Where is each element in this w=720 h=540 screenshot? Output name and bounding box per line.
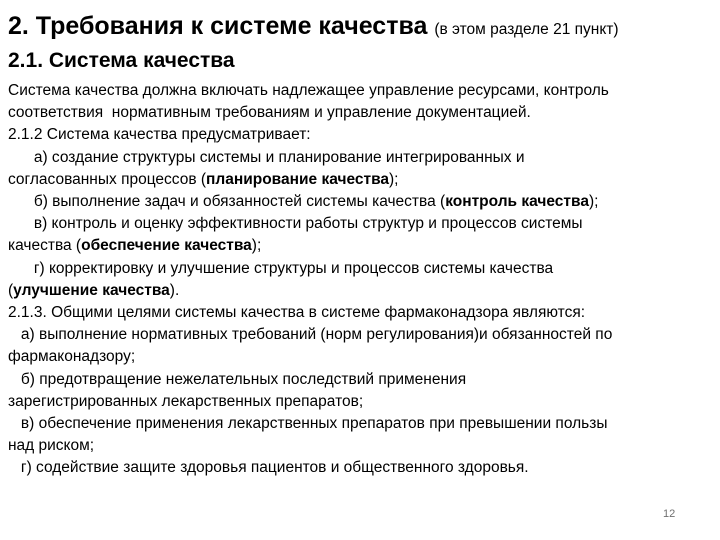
text-run: б) предотвращение нежелательных последствий применения xyxy=(8,370,467,388)
text-line xyxy=(8,169,715,191)
text-line xyxy=(8,280,715,302)
text-run: ); xyxy=(588,193,599,211)
text-line xyxy=(8,213,715,235)
text-run: 2.1.3. Общими целями системы качества в системе фармаконадзора являются: xyxy=(8,304,586,322)
section-subtitle: 2.1. Система качества xyxy=(8,49,235,72)
page-number: 12 xyxy=(663,508,676,520)
text-line xyxy=(8,391,715,413)
text-line xyxy=(8,80,715,102)
text-line xyxy=(8,258,715,280)
text-line xyxy=(8,346,715,368)
text-run: в) контроль и оценку эффективности работы структур и процессов системы xyxy=(8,215,583,233)
text-line xyxy=(8,457,715,479)
text-run: согласованных процессов ( xyxy=(8,170,207,188)
text-run: ); xyxy=(251,237,262,255)
text-run: фармаконадзору; xyxy=(8,348,136,366)
text-run: г) корректировку и улучшение структуры и процессов системы качества xyxy=(8,259,554,277)
text-line xyxy=(8,235,715,257)
text-run: над риском; xyxy=(8,437,95,455)
text-line xyxy=(8,302,715,324)
text-line xyxy=(8,147,715,169)
slide-title xyxy=(8,9,720,47)
text-line xyxy=(8,102,715,124)
title-text: 2. Требования к системе качества xyxy=(8,12,428,40)
text-run: ( xyxy=(8,281,14,299)
text-line xyxy=(8,435,715,457)
text-run: ); xyxy=(389,170,399,188)
bold-term: улучшение качества xyxy=(13,281,170,299)
bold-term: планирование качества xyxy=(206,170,390,188)
text-line xyxy=(8,369,715,391)
text-run: а) создание структуры системы и планирование интегрированных и xyxy=(8,148,525,166)
bold-term: контроль качества xyxy=(445,193,589,211)
text-run: ). xyxy=(169,281,180,299)
bold-term: обеспечение качества xyxy=(81,237,252,255)
text-line xyxy=(8,413,715,435)
text-run: б) выполнение задач и обязанностей системы качества ( xyxy=(8,193,446,211)
text-run: зарегистрированных лекарственных препаратов; xyxy=(8,392,364,410)
text-run: Система качества должна включать надлежащее управление ресурсами, контроль xyxy=(8,82,609,99)
text-run: качества ( xyxy=(8,237,82,255)
text-line xyxy=(8,124,715,146)
text-run: соответствия нормативным требованиям и управление документацией. xyxy=(8,104,531,122)
text-run: 2.1.2 Система качества предусматривает: xyxy=(8,126,311,144)
text-line xyxy=(8,191,715,213)
title-note: (в этом разделе 21 пункт) xyxy=(434,21,619,38)
text-line xyxy=(8,324,715,346)
text-run: а) выполнение нормативных требований (норм регулирования)и обязанностей по xyxy=(8,326,613,344)
body-text xyxy=(8,80,715,480)
text-run: в) обеспечение применения лекарственных препаратов при превышении пользы xyxy=(8,415,608,433)
text-run: г) содействие защите здоровья пациентов и общественного здоровья. xyxy=(8,459,529,477)
